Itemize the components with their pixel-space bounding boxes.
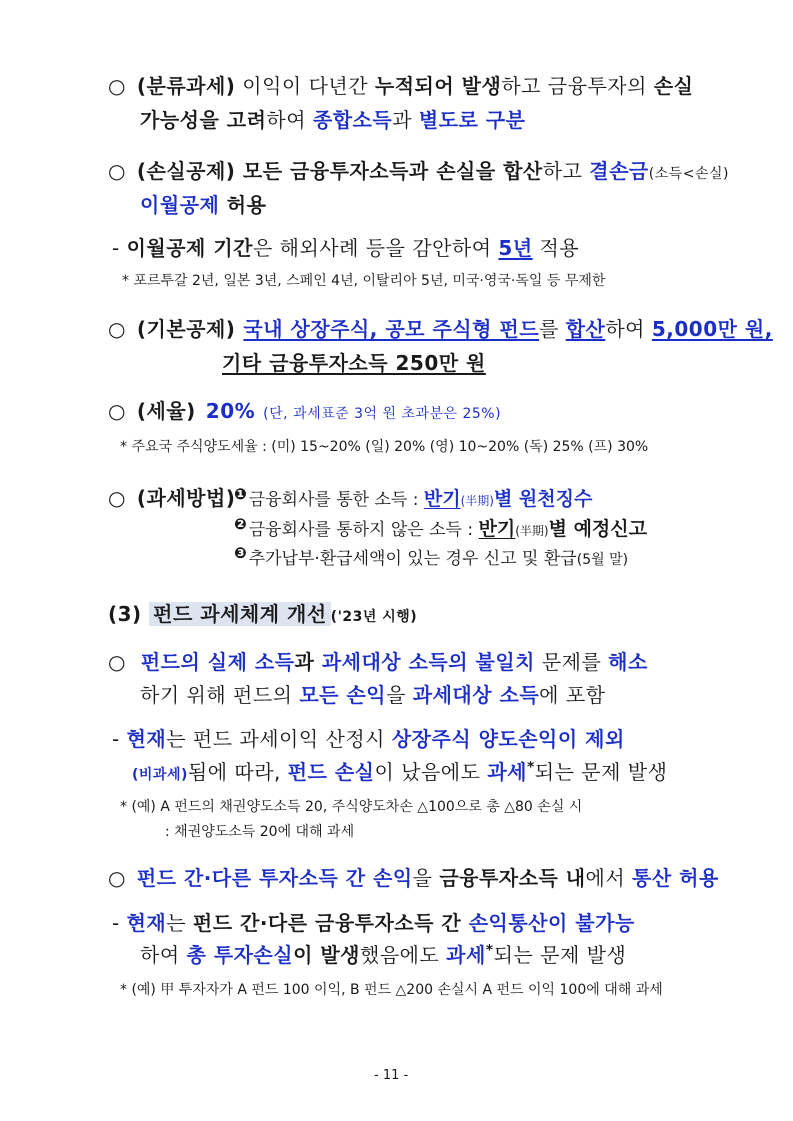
item-number: ❸	[234, 544, 247, 562]
para-label: (손실공제)	[136, 159, 236, 183]
bullet: ○	[108, 317, 126, 341]
footnote-mark: *	[526, 759, 535, 776]
page-number: - 11 -	[374, 1068, 409, 1083]
bullet: ○	[108, 74, 126, 98]
blue-text: 5,000만 원,	[651, 317, 773, 341]
section-year: ('23년 시행)	[330, 609, 418, 625]
blue-text: 펀드 손실	[287, 760, 375, 784]
blue-text: 반기	[423, 488, 461, 510]
tax-method-item-2	[234, 514, 647, 541]
text: 적용	[532, 236, 580, 260]
para-loss-deduction-line2	[140, 189, 266, 218]
para-fund-income-mismatch-line2	[140, 679, 605, 708]
bold-text: 가능성을 고려	[140, 108, 267, 132]
footnote-mark: *	[485, 942, 494, 959]
para-current-exclusion-line2	[132, 756, 667, 785]
text: 문제를	[534, 650, 609, 674]
text: 하여	[140, 943, 187, 967]
blue-text: 해소	[608, 650, 648, 674]
blue-text: 통산 허용	[632, 866, 719, 890]
blue-text: 5년	[498, 236, 533, 260]
blue-text: 총 투자손실	[186, 943, 294, 967]
para-basic-deduction-line2: 기타 금융투자소득 250만 원	[222, 351, 486, 375]
para-loss-deduction	[108, 155, 729, 184]
dash: -	[112, 236, 127, 260]
footnote-example-2: * (예) 甲 투자자가 A 펀드 100 이익, B 펀드 △200 손실시 A 펀드 이익 100에 대해 과세	[120, 982, 663, 998]
bullet: ○	[108, 399, 126, 423]
dash: -	[112, 727, 127, 751]
para-carryforward-period	[112, 232, 579, 261]
text: 이익이 다년간	[235, 74, 375, 98]
blue-small-text: (半期)	[460, 494, 494, 508]
text: 하여	[266, 108, 313, 132]
bullet: ○	[108, 650, 126, 674]
text: 되는 문제 발생	[493, 943, 627, 967]
para-fund-income-mismatch	[108, 646, 648, 675]
blue-text: 손익통산이 불가능	[468, 911, 635, 935]
text: 에 포함	[539, 683, 606, 707]
bold-text: 허용	[219, 193, 267, 217]
blue-text: 현재	[126, 727, 167, 751]
bold-text: 이월공제 기간	[126, 236, 253, 260]
blue-text: 펀드 간·다른 투자소득 간 손익	[136, 866, 413, 890]
blue-small-text: (비과세)	[132, 767, 188, 783]
section-heading-fund-taxation	[108, 598, 417, 627]
text: 하고 금융투자의	[501, 74, 654, 98]
text: 을	[386, 683, 413, 707]
text: 금융회사를 통한 소득 :	[248, 490, 424, 510]
para-loss-offset-allowed	[108, 862, 719, 891]
para-classified-taxation-line2	[140, 104, 525, 133]
footnote-example-1-line2: : 채권양도소득 20에 대해 과세	[165, 824, 355, 840]
text: 금융회사를 통하지 않은 소득 :	[248, 520, 479, 540]
para-label: (세율)	[136, 399, 196, 423]
bold-text: 반기	[478, 518, 516, 540]
para-tax-method	[108, 482, 235, 511]
blue-text: 과세대상 소득	[412, 683, 540, 707]
text: 됨에 따라,	[187, 760, 288, 784]
blue-text: 상장주식 양도손익이 제외	[391, 727, 625, 751]
small-text: (소득<손실)	[648, 166, 729, 182]
text: 하여	[605, 317, 652, 341]
text: 을	[412, 866, 440, 890]
bold-text: 손실	[653, 74, 694, 98]
blue-text: 합산	[565, 317, 606, 341]
dash: -	[112, 911, 127, 935]
text: 했음에도	[360, 943, 447, 967]
footnote-countries: * 포르투갈 2년, 일본 3년, 스페인 4년, 이탈리아 5년, 미국·영국·독일 등 무제한	[122, 273, 606, 289]
text: 에서	[585, 866, 633, 890]
text: 이 났음에도	[374, 760, 488, 784]
para-basic-deduction	[108, 313, 773, 342]
blue-text: 과세	[446, 943, 486, 967]
blue-text: 펀드의 실제 소득	[140, 650, 295, 674]
para-label: (분류과세)	[136, 74, 236, 98]
text: 추가납부·환급세액이 있는 경우 신고 및 환급	[248, 549, 577, 569]
section-number: (3)	[108, 602, 150, 626]
bullet: ○	[108, 486, 126, 510]
para-label: (과세방법)	[136, 486, 236, 510]
small-text: (5월 말)	[576, 552, 629, 568]
bold-text: 금융투자소득 내	[439, 866, 586, 890]
item-number: ❶	[234, 485, 247, 503]
blue-small-text: (단, 과세표준 3억 원 초과분은 25%)	[263, 406, 502, 422]
tax-method-item-1	[234, 484, 592, 511]
text: 되는 문제 발생	[534, 760, 668, 784]
bold-text: 모든 금융투자소득과 손실을 합산	[235, 159, 543, 183]
para-classified-taxation	[108, 70, 693, 99]
text: 를	[539, 317, 566, 341]
text: 은 해외사례 등을 감안하여	[252, 236, 499, 260]
text: 과	[392, 108, 419, 132]
bold-text: 이 발생	[293, 943, 361, 967]
para-current-exclusion	[112, 723, 625, 752]
bullet: ○	[108, 159, 126, 183]
tax-method-item-3	[234, 544, 628, 569]
text: 는 펀드 과세이익 산정시	[166, 727, 392, 751]
bold-text: 펀드 간·다른 금융투자소득 간	[192, 911, 469, 935]
blue-text: 과세대상 소득의 불일치	[321, 650, 535, 674]
bullet: ○	[108, 866, 126, 890]
text: 하고	[542, 159, 590, 183]
footnote-example-1: * (예) A 펀드의 채권양도소득 20, 주식양도차손 △100으로 총 △80 손실 시	[120, 799, 583, 815]
blue-text: 20%	[205, 399, 256, 423]
blue-text: 별도로 구분	[418, 108, 526, 132]
text: 하기 위해 펀드의	[140, 683, 300, 707]
bold-text: 별 예정신고	[548, 518, 647, 540]
bold-text: 누적되어 발생	[374, 74, 502, 98]
para-current-no-offset-line2	[140, 939, 626, 968]
item-number: ❷	[234, 515, 247, 533]
blue-text: 종합소득	[312, 108, 393, 132]
text: 는	[166, 911, 193, 935]
blue-text: 국내 상장주식, 공모 주식형 펀드	[243, 317, 540, 341]
section-title: 펀드 과세체계 개선	[149, 602, 331, 626]
para-label: (기본공제)	[136, 317, 236, 341]
blue-text: 과세	[487, 760, 527, 784]
small-text: (半期)	[515, 524, 549, 538]
bold-text: 과	[294, 650, 322, 674]
para-tax-rate	[108, 395, 501, 424]
para-current-no-offset	[112, 907, 635, 936]
footnote-tax-rates: * 주요국 주식양도세율 : (미) 15~20% (일) 20% (영) 10~20% (독) 25% (프) 30%	[120, 439, 649, 455]
blue-text: 모든 손익	[299, 683, 387, 707]
blue-text: 현재	[126, 911, 167, 935]
blue-text: 결손금	[589, 159, 649, 183]
blue-text: 이월공제	[140, 193, 220, 217]
blue-text: 별 원천징수	[493, 488, 593, 510]
